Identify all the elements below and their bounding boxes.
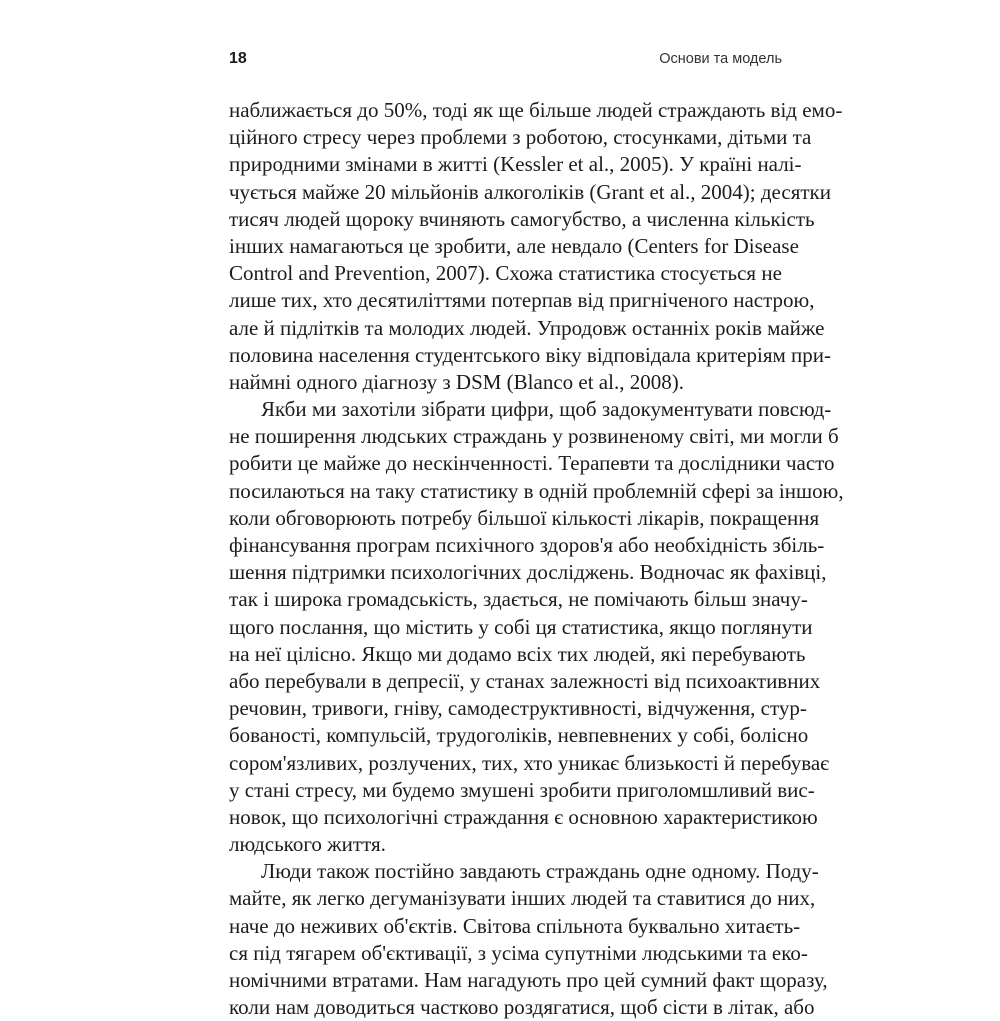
body-text [229, 97, 844, 1021]
text-line: людського життя. [229, 832, 386, 857]
text-line: або перебували в депресії, у станах залежності від психоактивних [229, 668, 821, 693]
text-line: наближається до 50%, тоді як ще більше людей страждають від емо- [229, 98, 843, 122]
text-line: посилаються на таку статистику в одній проблемній сфері за іншою, [229, 478, 844, 503]
text-line: ційного стресу через проблеми з роботою, стосунками, дітьми та [229, 125, 812, 150]
text-line: шення підтримки психологічних досліджень. Водночас як фахівці, [229, 560, 827, 585]
text-line: коли нам доводиться частково роздягатися, щоб сісти в літак, або [229, 995, 815, 1020]
text-line: наче до неживих об'єктів. Світова спільнота буквально хитаєть- [229, 913, 801, 938]
text-line: бованості, компульсій, трудоголіків, невпевнених у собі, болісно [229, 723, 809, 748]
text-line: Люди також постійно завдають страждань одне одному. Поду- [261, 859, 819, 884]
text-line: сором'язливих, розлучених, тих, хто уникає близькості й перебуває [229, 750, 830, 775]
text-line: не поширення людських страждань у розвиненому світі, ми могли б [229, 424, 839, 449]
text-line: у стані стресу, ми будемо змушені зробити приголомшливий вис- [229, 777, 815, 802]
text-line: так і широка громадськість, здається, не помічають більш значу- [229, 587, 808, 612]
paragraph [229, 858, 828, 1021]
text-line: чується майже 20 мільйонів алкоголіків (Grant et al., 2004); десятки [229, 179, 831, 204]
page-number: 18 [229, 50, 247, 67]
running-head [229, 50, 782, 74]
text-line: речовин, тривоги, гніву, самодеструктивності, відчуження, стур- [229, 696, 807, 721]
text-line: на неї цілісно. Якщо ми додамо всіх тих людей, які перебувають [229, 641, 806, 666]
section-title: Основи та модель [659, 51, 782, 67]
text-line: інших намагаються це зробити, але невдало (Centers for Disease [229, 233, 799, 258]
text-line: лише тих, хто десятиліттями потерпав від пригніченого настрою, [229, 288, 815, 313]
text-line: Control and Prevention, 2007). Схожа статистика стосується не [229, 261, 782, 286]
text-line: Якби ми захотіли зібрати цифри, щоб задокументувати повсюд- [261, 397, 832, 422]
text-line: тисяч людей щороку вчиняють самогубство, а численна кількість [229, 206, 815, 231]
paragraph [229, 396, 844, 858]
text-line: коли обговорюють потребу більшої кількості лікарів, покращення [229, 505, 820, 530]
text-line: новок, що психологічні страждання є основною характеристикою [229, 804, 818, 829]
text-line: робити це майже до нескінченності. Терапевти та дослідники часто [229, 451, 835, 476]
text-line: природними змінами в житті (Kessler et al., 2005). У країні налі- [229, 152, 802, 177]
text-line: наймні одного діагнозу з DSM (Blanco et al., 2008). [229, 369, 684, 394]
text-line: половина населення студентського віку відповідала критеріям при- [229, 342, 832, 367]
text-line: фінансування програм психічного здоров'я або необхідність збіль- [229, 533, 825, 557]
text-line: щого послання, що містить у собі ця статистика, якщо поглянути [229, 614, 813, 639]
text-line: але й підлітків та молодих людей. Упродовж останніх років майже [229, 315, 825, 340]
text-line: номічними втратами. Нам нагадують про цей сумний факт щоразу, [229, 968, 828, 992]
paragraph [229, 97, 843, 396]
text-line: ся під тягарем об'єктивації, з усіма супутніми людськими та еко- [229, 940, 808, 965]
text-line: майте, як легко дегуманізувати інших людей та ставитися до них, [229, 886, 816, 911]
